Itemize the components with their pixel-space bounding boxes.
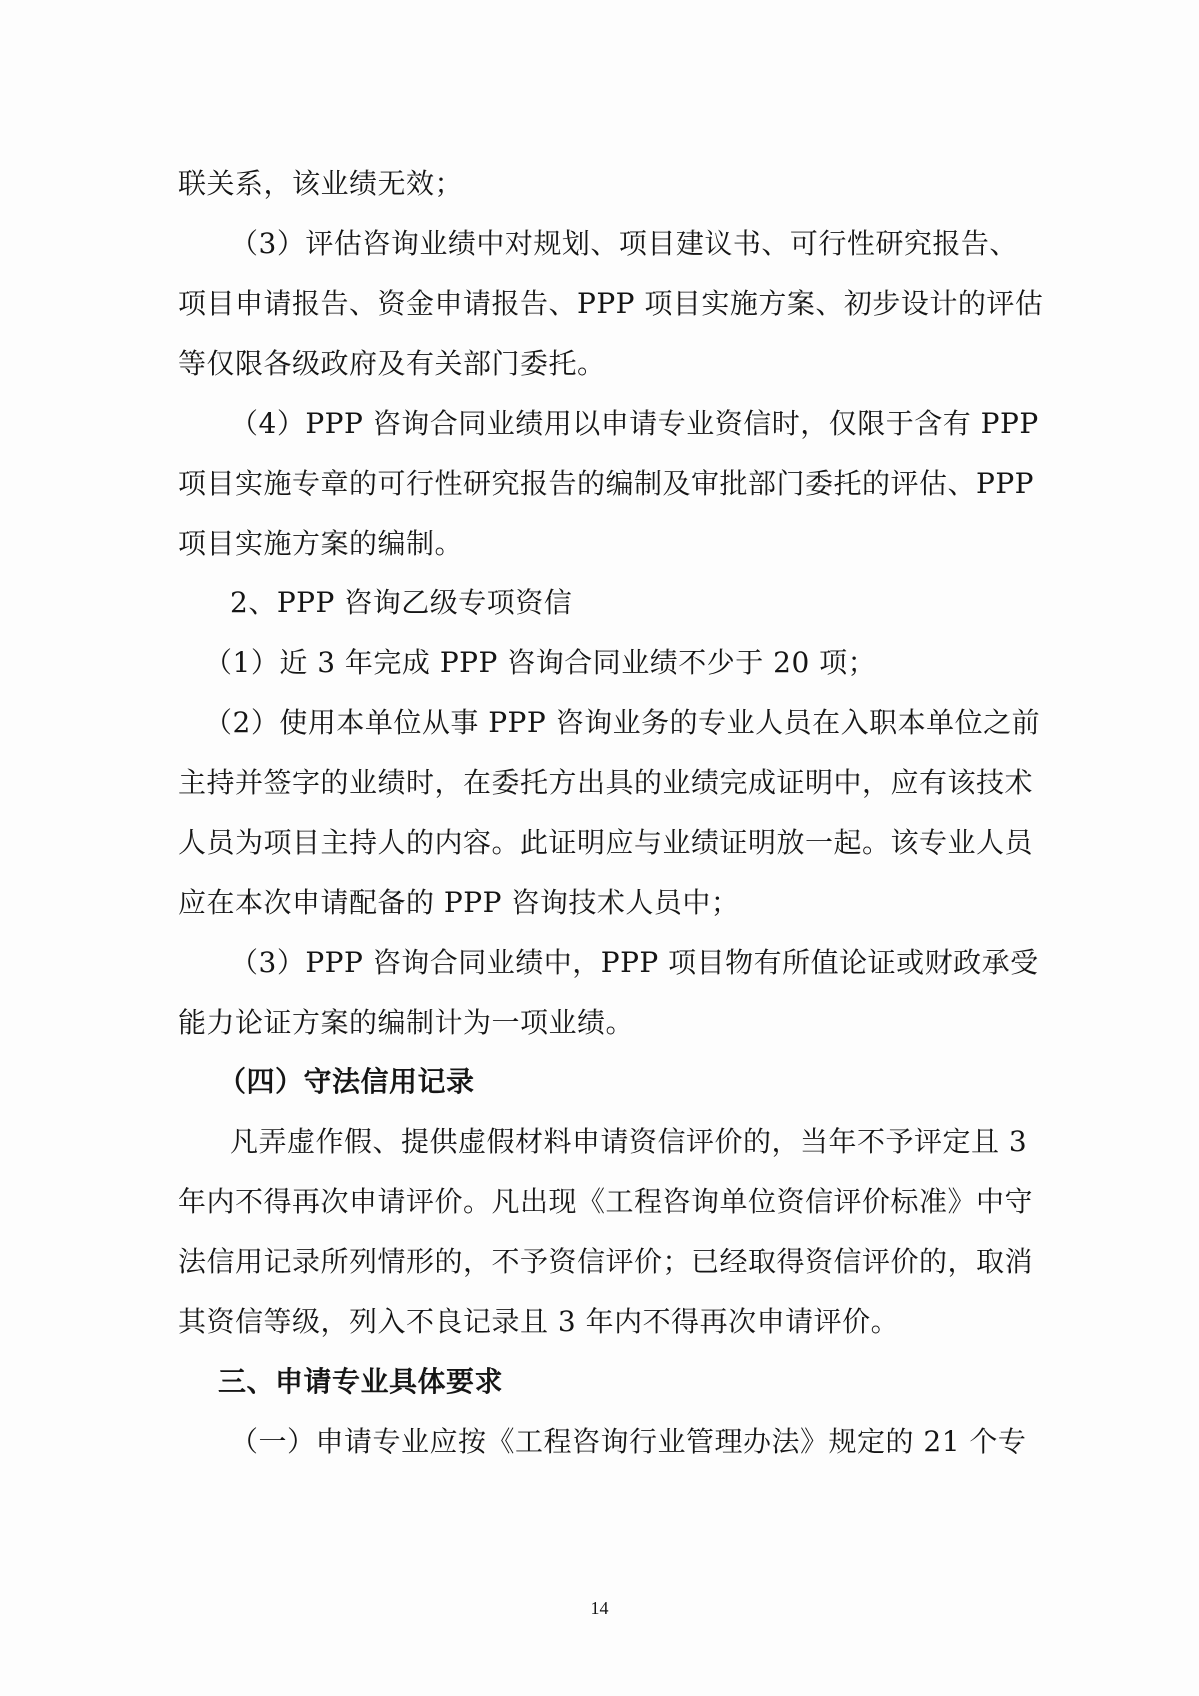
section-heading: 2、PPP 咨询乙级专项资信 [230, 586, 573, 619]
text-line: 联关系，该业绩无效； [178, 167, 464, 200]
section-heading: 三、申请专业具体要求 [218, 1365, 504, 1398]
text-line: 主持并签字的业绩时，在委托方出具的业绩完成证明中，应有该技术 [178, 766, 1034, 799]
text-line: （2）使用本单位从事 PPP 咨询业务的专业人员在入职本单位之前 [204, 706, 1041, 739]
text-line: 年内不得再次申请评价。凡出现《工程咨询单位资信评价标准》中守 [178, 1185, 1034, 1218]
text-line: 项目申请报告、资金申请报告、PPP 项目实施方案、初步设计的评估 [178, 287, 1044, 320]
text-line: 项目实施方案的编制。 [178, 527, 464, 560]
text-line: 其资信等级，列入不良记录且 3 年内不得再次申请评价。 [178, 1305, 900, 1338]
text-line: 凡弄虚作假、提供虚假材料申请资信评价的，当年不予评定且 3 [230, 1125, 1028, 1158]
text-line: 等仅限各级政府及有关部门委托。 [178, 347, 606, 380]
page-number: 14 [590, 1598, 609, 1618]
text-line: （3）评估咨询业绩中对规划、项目建议书、可行性研究报告、 [230, 227, 1018, 260]
text-line: 法信用记录所列情形的，不予资信评价；已经取得资信评价的，取消 [178, 1245, 1034, 1278]
text-line: （4）PPP 咨询合同业绩用以申请专业资信时，仅限于含有 PPP [230, 407, 1039, 440]
section-heading: （四）守法信用记录 [218, 1065, 475, 1098]
text-line: 项目实施专章的可行性研究报告的编制及审批部门委托的评估、PPP [178, 467, 1035, 500]
text-line: （一）申请专业应按《工程咨询行业管理办法》规定的 21 个专 [230, 1425, 1027, 1458]
text-line: （1）近 3 年完成 PPP 咨询合同业绩不少于 20 项； [204, 646, 877, 679]
text-line: 应在本次申请配备的 PPP 咨询技术人员中； [178, 886, 740, 919]
text-line: 能力论证方案的编制计为一项业绩。 [178, 1006, 635, 1039]
text-line: 人员为项目主持人的内容。此证明应与业绩证明放一起。该专业人员 [178, 826, 1034, 859]
text-line: （3）PPP 咨询合同业绩中，PPP 项目物有所值论证或财政承受 [230, 946, 1039, 979]
